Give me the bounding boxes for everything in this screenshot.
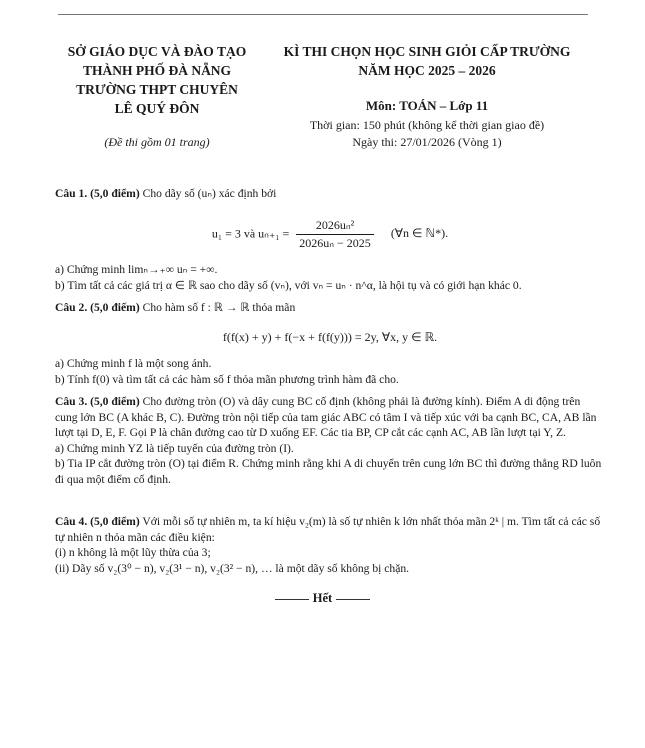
question-1-text: Cho dãy số (uₙ) xác định bởi xyxy=(139,187,277,200)
end-marker xyxy=(0,591,645,606)
end-label: Hết xyxy=(312,591,333,605)
equation-left: u₁ = 3 và uₙ₊₁ = xyxy=(211,226,290,241)
exam-title-block xyxy=(262,42,592,80)
issuer-block xyxy=(52,42,262,118)
subject-line: Môn: TOÁN – Lớp 11 xyxy=(365,98,489,113)
question-1-intro xyxy=(55,186,605,202)
question-4-condition-i: (i) n không là một lũy thừa của 3; xyxy=(55,546,211,559)
date-line: Ngày thi: 27/01/2026 (Vòng 1) xyxy=(352,135,502,149)
question-2-equation: f(f(x) + y) + f(−x + f(f(y))) = 2y, ∀x, y ∈ ℝ. xyxy=(222,330,438,344)
question-3-text: Cho đường tròn (O) và dây cung BC cố định (không phải là đường kính). Điểm A di động trên cung lớn BC (A khác B, C). Đường tròn nội tiếp của tam giác ABC có tâm I và tiếp xúc với ba cạnh BC, CA, AB lần lượt tại D, E, F. Gọi P là chân đường cao từ D xuống EF. Các tia BP, CP cắt các cạnh AC, AB lần lượt tại Y, Z. xyxy=(55,395,597,439)
question-3-part-b: b) Tia IP cắt đường tròn (O) tại điểm R. Chứng minh rằng khi A di chuyển trên cung lớn BC thì đường thẳng RD luôn đi qua một điểm cố định. xyxy=(55,457,602,486)
school-year: NĂM HỌC 2025 – 2026 xyxy=(358,63,496,78)
pages-note: (Đề thi gồm 01 trang) xyxy=(104,135,210,149)
question-2-heading: Câu 2. (5,0 điểm) xyxy=(55,301,140,314)
equation-fraction xyxy=(296,218,374,251)
question-1-part-b: b) Tìm tất cả các giá trị α ∈ ℝ sao cho dãy số (vₙ), với vₙ = uₙ · n^α, là hội tụ và có giới hạn khác 0. xyxy=(55,279,522,292)
time-line: Thời gian: 150 phút (không kể thời gian giao đề) xyxy=(309,118,545,132)
question-3 xyxy=(55,394,605,487)
question-2-text: Cho hàm số f : ℝ → ℝ thỏa mãn xyxy=(139,301,296,314)
question-4-condition-ii: (ii) Dãy số v₂(3⁰ − n), v₂(3¹ − n), v₂(3² − n), … là một dãy số không bị chặn. xyxy=(55,561,410,575)
question-2-part-b: b) Tính f(0) và tìm tất cả các hàm số f thỏa mãn phương trình hàm đã cho. xyxy=(55,373,399,386)
equation-condition: (∀n ∈ ℕ*). xyxy=(390,226,449,241)
question-1-part-a: a) Chứng minh limₙ→₊∞ uₙ = +∞. xyxy=(55,263,218,276)
end-dash-left xyxy=(275,599,309,600)
issuer-line: THÀNH PHỐ ĐÀ NẴNG xyxy=(82,63,232,78)
question-2-intro xyxy=(55,300,605,316)
fraction-numerator: 2026uₙ² xyxy=(296,218,374,235)
question-4-text: Với mỗi số tự nhiên m, ta kí hiệu v₂(m) là số tự nhiên k lớn nhất thỏa mãn 2ᵏ | m. Tìm tất cả các số tự nhiên n thỏa mãn các điều kiện: xyxy=(55,515,601,544)
question-1-equation xyxy=(55,218,605,251)
exam-title: KÌ THI CHỌN HỌC SINH GIỎI CẤP TRƯỜNG xyxy=(283,44,571,59)
end-dash-right xyxy=(336,599,370,600)
question-3-part-a: a) Chứng minh YZ là tiếp tuyến của đường tròn (I). xyxy=(55,441,294,455)
top-rule xyxy=(58,14,588,15)
issuer-line: TRƯỜNG THPT CHUYÊN xyxy=(76,82,238,97)
question-4 xyxy=(55,514,605,576)
issuer-line: LÊ QUÝ ĐÔN xyxy=(114,101,200,116)
issuer-line: SỞ GIÁO DỤC VÀ ĐÀO TẠO xyxy=(67,44,247,59)
question-2-part-a: a) Chứng minh f là một song ánh. xyxy=(55,357,212,370)
question-4-heading: Câu 4. (5,0 điểm) xyxy=(55,515,140,528)
question-3-heading: Câu 3. (5,0 điểm) xyxy=(55,395,140,408)
question-1-heading: Câu 1. (5,0 điểm) xyxy=(55,187,140,200)
fraction-denominator: 2026uₙ − 2025 xyxy=(299,236,371,250)
